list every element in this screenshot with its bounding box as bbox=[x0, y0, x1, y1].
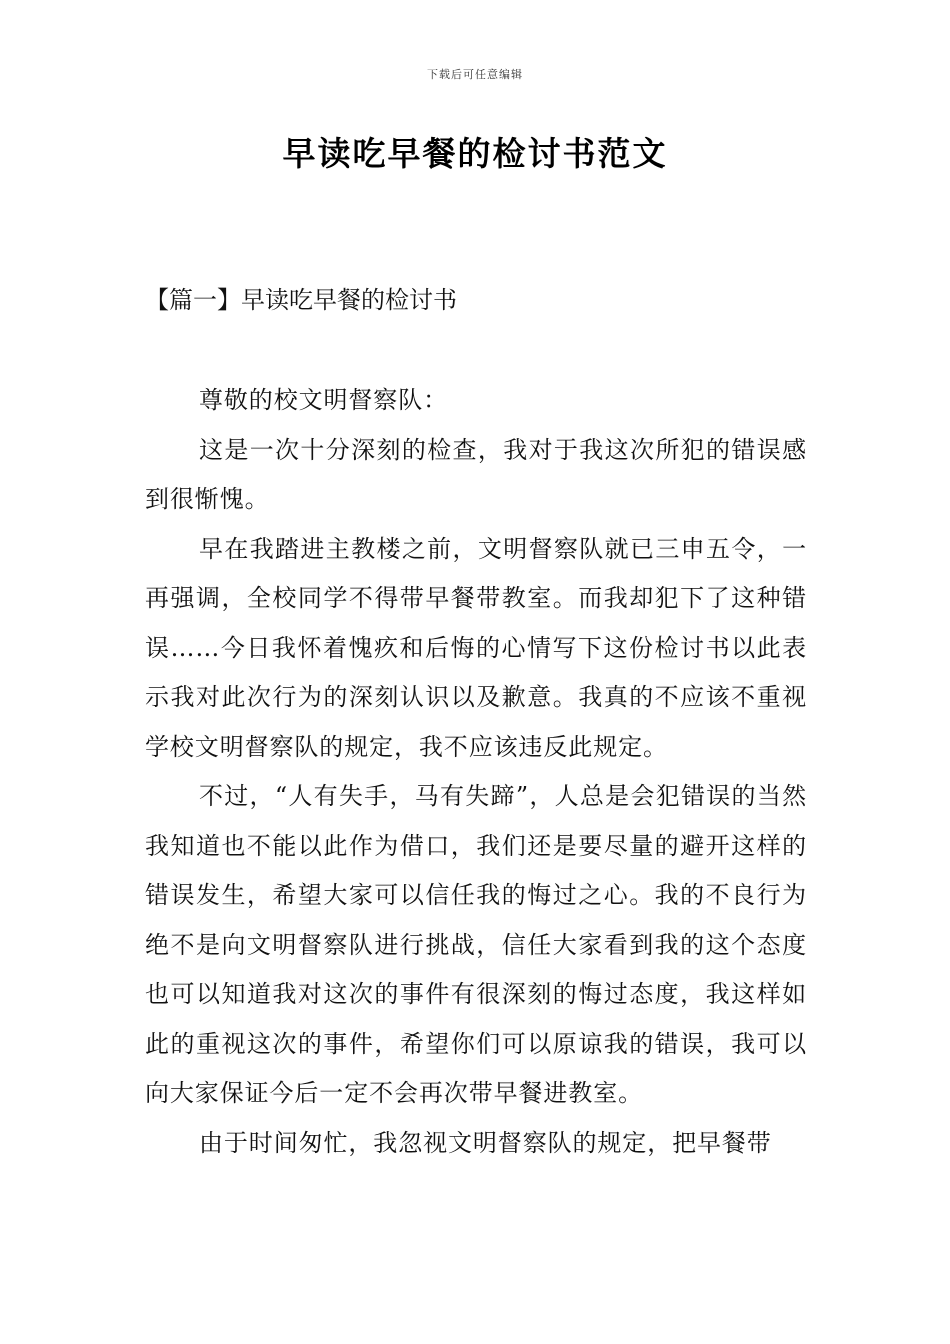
header-note: 下载后可任意编辑 bbox=[427, 68, 523, 81]
salutation: 尊敬的校文明督察队： bbox=[199, 386, 448, 414]
paragraph-4: 由于时间匆忙，我忽视文明督察队的规定，把早餐带 bbox=[199, 1128, 772, 1157]
letter-body bbox=[145, 376, 807, 1168]
section-heading: 【篇一】早读吃早餐的检讨书 bbox=[145, 286, 457, 314]
paragraph-2: 早在我踏进主教楼之前，文明督察队就已三申五令，一再强调，全校同学不得带早餐带教室。而我却犯下了这种错误……今日我怀着愧疚和后悔的心情写下这份检讨书以此表示我对此次行为的深刻认识以及歉意。我真的不应该不重视学校文明督察队的规定，我不应该违反此规定。 bbox=[145, 534, 807, 761]
paragraph-3: 不过，“人有失手，马有失蹄”，人总是会犯错误的当然我知道也不能以此作为借口，我们还是要尽量的避开这样的错误发生，希望大家可以信任我的悔过之心。我的不良行为绝不是向文明督察队进行挑战，信任大家看到我的这个态度也可以知道我对这次的事件有很深刻的悔过态度，我这样如此的重视这次的事件，希望你们可以原谅我的错误，我可以向大家保证今后一定不会再次带早餐进教室。 bbox=[145, 782, 807, 1107]
paragraph-1: 这是一次十分深刻的检查，我对于我这次所犯的错误感到很惭愧。 bbox=[145, 435, 807, 513]
document-title: 早读吃早餐的检讨书范文 bbox=[282, 134, 668, 173]
